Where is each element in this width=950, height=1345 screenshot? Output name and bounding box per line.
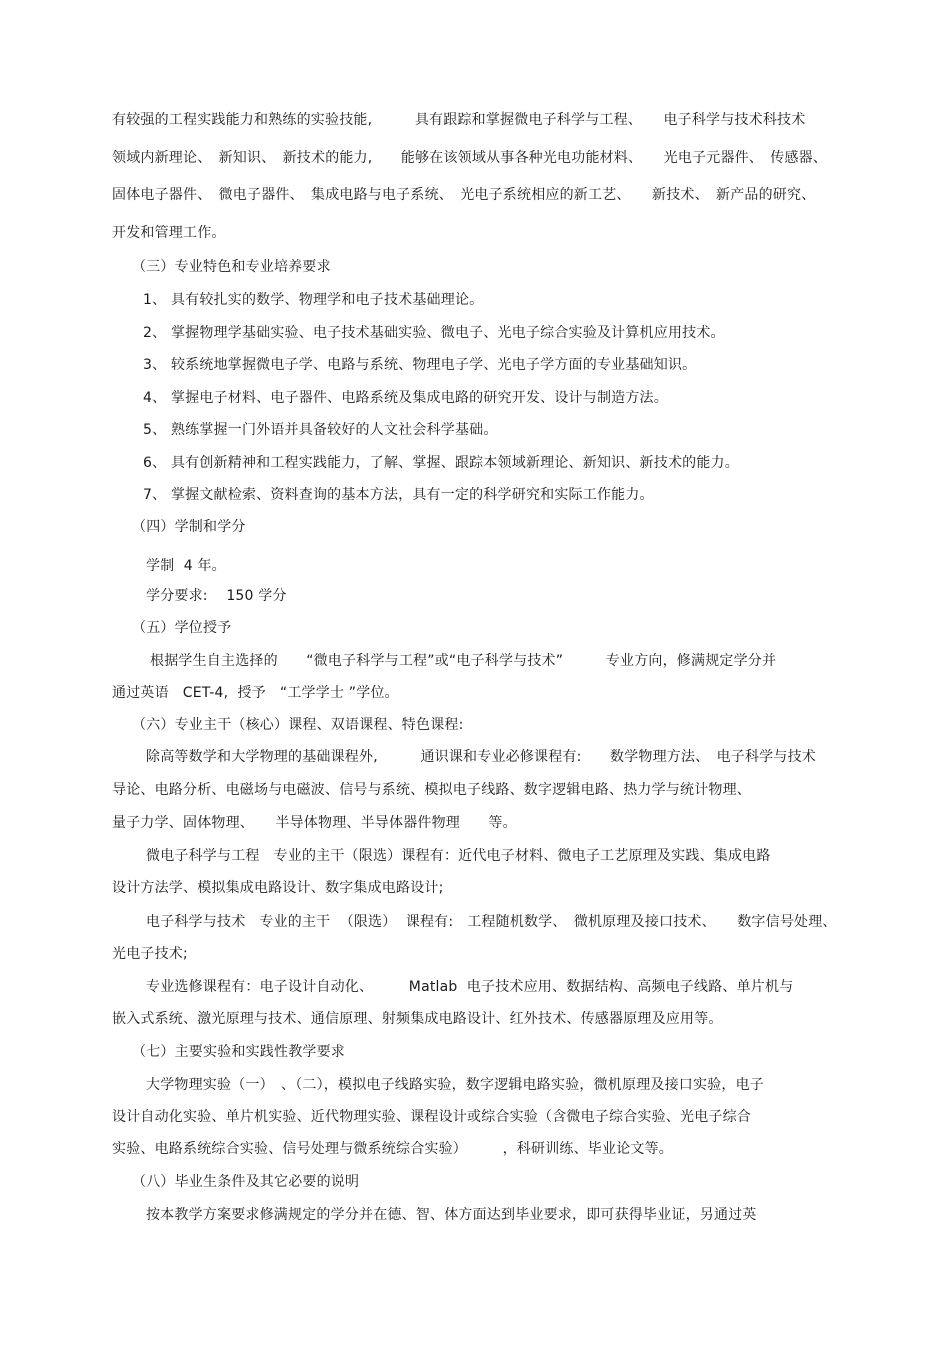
paragraph-line: 学制 4 年。 <box>146 558 226 574</box>
list-item: 3、 较系统地掌握微电子学、电路与系统、物理电子学、光电子学方面的专业基础知识。 <box>143 357 697 373</box>
paragraph-line: 根据学生自主选择的 “微电子科学与工程”或“电子科学与技术” 专业方向，修满规定学分并 <box>150 653 777 669</box>
list-item: 6、 具有创新精神和工程实践能力，了解、掌握、跟踪本领域新理论、新知识、新技术的能力。 <box>143 455 739 471</box>
paragraph-line: 导论、电路分析、电磁场与电磁波、信号与系统、模拟电子线路、数字逻辑电路、热力学与统计物理、 <box>112 782 751 798</box>
paragraph-line: 设计方法学、模拟集成电路设计、数字集成电路设计; <box>112 880 444 896</box>
list-item: 4、 掌握电子材料、电子器件、电路系统及集成电路的研究开发、设计与制造方法。 <box>143 390 668 406</box>
section-heading: （六）专业主干（核心）课程、双语课程、特色课程: <box>132 717 464 733</box>
paragraph-line: 设计自动化实验、单片机实验、近代物理实验、课程设计或综合实验（含微电子综合实验、光电子综合 <box>112 1109 751 1125</box>
paragraph-line: 量子力学、固体物理、 半导体物理、半导体器件物理 等。 <box>112 815 517 831</box>
paragraph-line: 微电子科学与工程 专业的主干（限选）课程有：近代电子材料、微电子工艺原理及实践、集成电路 <box>146 848 771 864</box>
paragraph-line: 除高等数学和大学物理的基础课程外, 通识课和专业必修课程有: 数学物理方法、 电子科学与技术 <box>146 749 816 765</box>
list-item: 1、 具有较扎实的数学、物理学和电子技术基础理论。 <box>143 292 484 308</box>
paragraph-line: 开发和管理工作。 <box>112 225 226 241</box>
paragraph-line: 嵌入式系统、激光原理与技术、通信原理、射频集成电路设计、红外技术、传感器原理及应用等。 <box>112 1011 723 1027</box>
paragraph-line: 按本教学方案要求修满规定的学分并在德、智、体方面达到毕业要求，即可获得毕业证，另通过英 <box>146 1207 757 1223</box>
paragraph-line: 光电子技术; <box>112 946 188 962</box>
paragraph-line: 通过英语 CET-4, 授予 “工学学士 ”学位。 <box>112 685 399 701</box>
paragraph-line: 固体电子器件、 微电子器件、 集成电路与电子系统、 光电子系统相应的新工艺、 新技术、 新产品的研究、 <box>112 187 816 203</box>
section-heading: （七）主要实验和实践性教学要求 <box>132 1044 345 1060</box>
list-item: 7、 掌握文献检索、资料查询的基本方法，具有一定的科学研究和实际工作能力。 <box>143 487 654 503</box>
section-heading: （五）学位授予 <box>132 620 232 636</box>
paragraph-line: 实验、电路系统综合实验、信号处理与微系统综合实验） ，科研训练、毕业论文等。 <box>112 1141 673 1157</box>
list-item: 5、 熟练掌握一门外语并具备较好的人文社会科学基础。 <box>143 422 498 438</box>
paragraph-line: 电子科学与技术 专业的主干 （限选） 课程有: 工程随机数学、 微机原理及接口技术、 数字信号处理、 <box>146 914 837 930</box>
paragraph-line: 学分要求: 150 学分 <box>146 588 287 604</box>
paragraph-line: 有较强的工程实践能力和熟练的实验技能, 具有跟踪和掌握微电子科学与工程、 电子科学与技术科技术 <box>112 112 806 128</box>
section-heading: （八）毕业生条件及其它必要的说明 <box>132 1174 360 1190</box>
paragraph-line: 大学物理实验（一） 、（二），模拟电子线路实验，数字逻辑电路实验，微机原理及接口实验，电子 <box>146 1077 764 1093</box>
section-heading: （四）学制和学分 <box>132 519 246 535</box>
list-item: 2、 掌握物理学基础实验、电子技术基础实验、微电子、光电子综合实验及计算机应用技术。 <box>143 325 725 341</box>
paragraph-line: 专业选修课程有：电子设计自动化、 Matlab 电子技术应用、数据结构、高频电子线路、单片机与 <box>146 979 794 995</box>
section-heading: （三）专业特色和专业培养要求 <box>132 259 331 275</box>
paragraph-line: 领域内新理论、 新知识、 新技术的能力, 能够在该领域从事各种光电功能材料、 光电子元器件、 传感器、 <box>112 150 828 166</box>
